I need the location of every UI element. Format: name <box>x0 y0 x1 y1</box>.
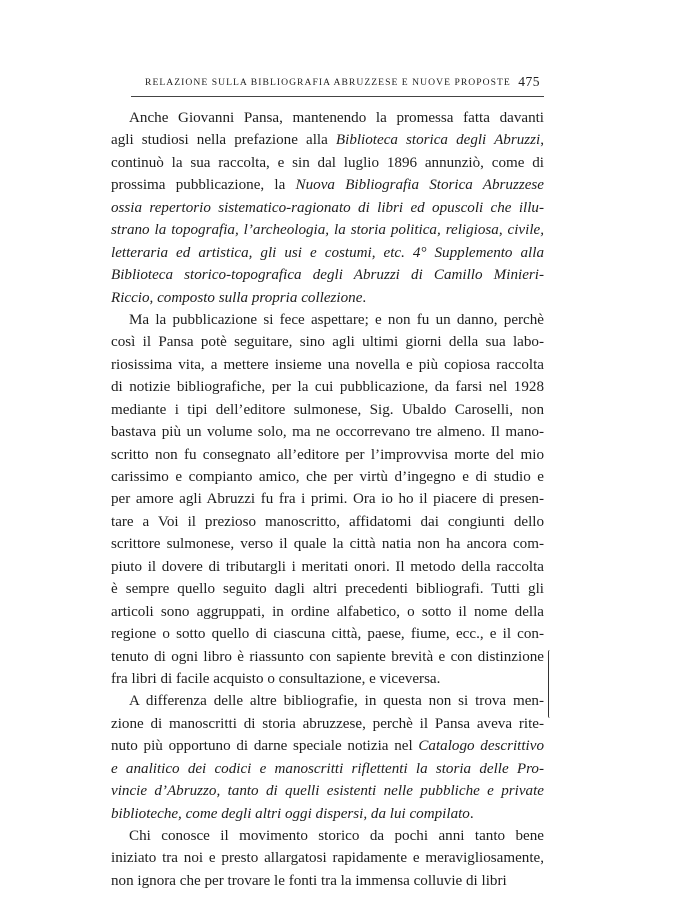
text-line <box>111 690 544 712</box>
italic-text-run: Catalogo descrittivo <box>418 738 544 755</box>
text-run: tare a Voi il prezioso manoscritto, affidatomi dai congiunti dello <box>111 513 544 530</box>
text-run: riosissima vita, a mettere insieme una novella e più copiosa raccolta <box>111 356 544 373</box>
text-run: . <box>362 289 367 306</box>
text-line <box>111 623 544 645</box>
header-rule <box>131 96 544 97</box>
text-run: piuto il dovere di tributargli i meritati onori. Il metodo della raccolta <box>111 558 544 575</box>
italic-text-run: Biblioteca storica degli Abruzzi <box>335 132 541 149</box>
text-line <box>111 578 544 600</box>
text-run: agli studiosi nella prefazione alla <box>111 132 336 149</box>
text-run: regione o sotto quello di ciascuna città, paese, fiume, ecc., e il con- <box>111 626 544 643</box>
text-line <box>111 197 544 219</box>
italic-text-run: ossia repertorio sistematico-ragionato di libri ed opuscoli che illu- <box>111 199 544 216</box>
text-line <box>111 129 544 151</box>
italic-text-run: vincie d’Abruzzo, tanto di quelli esistenti nelle pubbliche e private <box>111 783 544 800</box>
italic-text-run: Nuova Bibliografia Storica Abruzzese <box>295 177 544 194</box>
text-run: Chi conosce il movimento storico da pochi anni tanto bene <box>129 828 544 844</box>
text-run: fra libri di facile acquisto o consultazione, e viceversa. <box>111 670 441 687</box>
text-line <box>111 331 544 353</box>
text-run: carissimo e compianto amico, che per virtù d’ingegno e di studio e <box>111 469 544 485</box>
text-run: mediante i tipi dell’editore sulmonese, Sig. Ubaldo Caroselli, non <box>111 401 544 418</box>
text-line <box>111 242 544 264</box>
text-run: Anche Giovanni Pansa, mantenendo la promessa fatta davanti <box>129 110 544 126</box>
text-line <box>111 107 544 129</box>
text-run: Ma la pubblicazione si fece aspettare; e non fu un danno, perchè <box>129 311 544 328</box>
text-run: scritto non fu consegnato all’editore per l’improvvisa morte del mio <box>111 446 544 463</box>
text-line <box>111 780 544 802</box>
text-run: così il Pansa potè seguitare, sino agli ultimi giorni della sua labo- <box>111 334 544 351</box>
text-line <box>111 668 544 690</box>
text-line <box>111 466 544 488</box>
text-run: per amore agli Abruzzi fu fra i primi. Ora io ho il piacere di presen- <box>111 491 544 508</box>
italic-text-run: strano la topografia, l’archeologia, la storia politica, religiosa, civile, <box>111 222 544 239</box>
text-run: nuto più opportuno di darne speciale notizia nel <box>111 738 419 755</box>
text-line <box>111 735 544 757</box>
text-line <box>111 152 544 174</box>
text-run: tenuto di ogni libro è riassunto con sapiente brevità e con distinzione <box>111 648 544 665</box>
text-run: è sempre quello seguito dagli altri precedenti bibliografi. Tutti gli <box>111 581 544 598</box>
text-line <box>111 825 544 847</box>
text-line <box>111 803 544 825</box>
text-line <box>111 264 544 286</box>
text-line <box>111 219 544 241</box>
text-line <box>111 556 544 578</box>
text-run: continuò la sua raccolta, e sin dal luglio 1896 annunziò, come di <box>111 154 544 171</box>
text-run: A differenza delle altre bibliografie, in questa non si trova men- <box>129 693 544 710</box>
text-line <box>111 376 544 398</box>
text-line <box>111 870 544 892</box>
italic-text-run: biblioteche, come degli altri oggi dispersi, da lui compilato <box>111 805 470 822</box>
text-line <box>111 488 544 510</box>
text-run: non ignora che per trovare le fonti tra la immensa colluvie di libri <box>111 872 507 889</box>
text-line <box>111 646 544 668</box>
running-title: RELAZIONE SULLA BIBLIOGRAFIA ABRUZZESE E NUOVE PROPOSTE <box>145 77 511 88</box>
text-run: articoli sono aggruppati, in ordine alfabetico, o sotto il nome della <box>111 603 544 620</box>
text-run: di notizie bibliografiche, per la cui pubblicazione, da farsi nel 1928 <box>111 379 544 396</box>
text-line <box>111 174 544 196</box>
text-run: iniziato tra noi e presto allargatosi rapidamente e meravigliosamente, <box>111 850 544 867</box>
page-number: 475 <box>518 74 540 89</box>
text-line <box>111 354 544 376</box>
text-run: scrittore sulmonese, verso il quale la città natia non ha ancora com- <box>111 536 544 553</box>
body-text <box>111 107 544 892</box>
text-line <box>111 287 544 309</box>
italic-text-run: e analitico dei codici e manoscritti riflettenti la storia delle Pro- <box>111 760 544 777</box>
text-line <box>111 511 544 533</box>
text-run: zione di manoscritti di storia abruzzese, perchè il Pansa aveva rite- <box>111 715 544 732</box>
running-head <box>131 74 544 93</box>
text-run: bastava più un volume solo, ma ne occorrevano tre almeno. Il mano- <box>111 424 544 441</box>
text-line <box>111 713 544 735</box>
italic-text-run: Biblioteca storico-topografica degli Abruzzi di Camillo Minieri- <box>111 267 544 284</box>
text-line <box>111 758 544 780</box>
italic-text-run: Riccio, composto sulla propria collezione <box>111 289 363 306</box>
italic-text-run: letteraria ed artistica, gli usi e costumi, etc. 4° Supplemento alla <box>111 244 544 261</box>
text-line <box>111 399 544 421</box>
margin-bracket-mark <box>548 650 553 718</box>
text-line <box>111 444 544 466</box>
text-line <box>111 309 544 331</box>
text-line <box>111 601 544 623</box>
text-line <box>111 533 544 555</box>
text-line <box>111 847 544 869</box>
text-run: . <box>469 805 474 822</box>
text-run: , <box>540 132 544 149</box>
text-line <box>111 421 544 443</box>
text-run: prossima pubblicazione, la <box>111 177 296 194</box>
